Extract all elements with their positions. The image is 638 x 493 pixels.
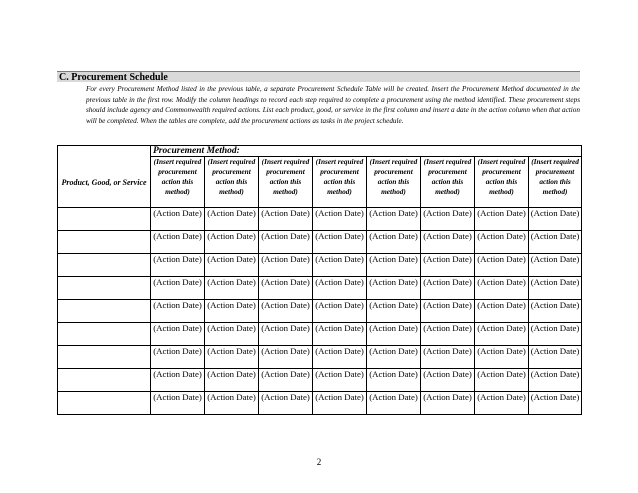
method-row	[58, 146, 582, 157]
action-date-cell[interactable]: (Action Date)	[421, 369, 475, 392]
table-row	[58, 254, 582, 277]
step-column-header[interactable]: (Insert required procurement action this method)	[151, 157, 205, 208]
action-date-cell[interactable]: (Action Date)	[151, 346, 205, 369]
action-date-cell[interactable]: (Action Date)	[205, 392, 259, 415]
section-heading: C. Procurement Schedule	[57, 71, 580, 82]
action-date-cell[interactable]: (Action Date)	[259, 346, 313, 369]
action-date-cell[interactable]: (Action Date)	[313, 323, 367, 346]
action-date-cell[interactable]: (Action Date)	[313, 277, 367, 300]
action-date-cell[interactable]: (Action Date)	[313, 208, 367, 231]
step-column-header[interactable]: (Insert required procurement action this method)	[529, 157, 582, 208]
action-date-cell[interactable]: (Action Date)	[259, 300, 313, 323]
action-date-cell[interactable]: (Action Date)	[205, 208, 259, 231]
product-column-header: Product, Good, or Service	[58, 146, 151, 208]
action-date-cell[interactable]: (Action Date)	[367, 300, 421, 323]
action-date-cell[interactable]: (Action Date)	[259, 231, 313, 254]
product-cell[interactable]	[58, 392, 151, 415]
procurement-schedule-table	[57, 145, 582, 415]
action-date-cell[interactable]: (Action Date)	[529, 323, 582, 346]
section-intro: For every Procurement Method listed in the previous table, a separate Procurement Schedule Table will be created. Insert the Procurement Method documented in the previous table in the first row. Modify the column headings to record each step required to complete a procurement using the method identified. These procurement steps should include agency and Commonwealth required actions. List each product, good, or service in the first column and insert a date in the action column when that action will be completed. When the tables are complete, add the procurement actions as tasks in the project schedule.	[86, 85, 580, 125]
action-date-cell[interactable]: (Action Date)	[151, 231, 205, 254]
action-date-cell[interactable]: (Action Date)	[475, 254, 529, 277]
action-date-cell[interactable]: (Action Date)	[151, 254, 205, 277]
action-date-cell[interactable]: (Action Date)	[475, 231, 529, 254]
action-date-cell[interactable]: (Action Date)	[313, 254, 367, 277]
action-date-cell[interactable]: (Action Date)	[259, 369, 313, 392]
action-date-cell[interactable]: (Action Date)	[367, 231, 421, 254]
product-cell[interactable]	[58, 231, 151, 254]
step-column-header[interactable]: (Insert required procurement action this method)	[205, 157, 259, 208]
action-date-cell[interactable]: (Action Date)	[367, 208, 421, 231]
action-date-cell[interactable]: (Action Date)	[421, 231, 475, 254]
action-date-cell[interactable]: (Action Date)	[367, 254, 421, 277]
action-date-cell[interactable]: (Action Date)	[313, 369, 367, 392]
action-date-cell[interactable]: (Action Date)	[151, 323, 205, 346]
action-date-cell[interactable]: (Action Date)	[151, 369, 205, 392]
action-date-cell[interactable]: (Action Date)	[529, 231, 582, 254]
action-date-cell[interactable]: (Action Date)	[205, 231, 259, 254]
table-row	[58, 392, 582, 415]
action-date-cell[interactable]: (Action Date)	[475, 300, 529, 323]
action-date-cell[interactable]: (Action Date)	[529, 346, 582, 369]
action-date-cell[interactable]: (Action Date)	[529, 369, 582, 392]
action-date-cell[interactable]: (Action Date)	[205, 300, 259, 323]
action-date-cell[interactable]: (Action Date)	[421, 300, 475, 323]
action-date-cell[interactable]: (Action Date)	[421, 208, 475, 231]
action-date-cell[interactable]: (Action Date)	[259, 392, 313, 415]
table-row	[58, 300, 582, 323]
action-date-cell[interactable]: (Action Date)	[529, 300, 582, 323]
product-cell[interactable]	[58, 208, 151, 231]
action-date-cell[interactable]: (Action Date)	[475, 369, 529, 392]
action-date-cell[interactable]: (Action Date)	[421, 323, 475, 346]
action-date-cell[interactable]: (Action Date)	[367, 392, 421, 415]
action-date-cell[interactable]: (Action Date)	[367, 323, 421, 346]
table-row	[58, 208, 582, 231]
action-date-cell[interactable]: (Action Date)	[313, 392, 367, 415]
action-date-cell[interactable]: (Action Date)	[151, 392, 205, 415]
table-row	[58, 323, 582, 346]
action-date-cell[interactable]: (Action Date)	[313, 231, 367, 254]
action-date-cell[interactable]: (Action Date)	[367, 369, 421, 392]
product-cell[interactable]	[58, 323, 151, 346]
action-date-cell[interactable]: (Action Date)	[529, 392, 582, 415]
action-date-cell[interactable]: (Action Date)	[259, 208, 313, 231]
action-date-cell[interactable]: (Action Date)	[205, 254, 259, 277]
action-date-cell[interactable]: (Action Date)	[529, 254, 582, 277]
step-column-header[interactable]: (Insert required procurement action this method)	[313, 157, 367, 208]
table-row	[58, 231, 582, 254]
action-date-cell[interactable]: (Action Date)	[313, 300, 367, 323]
action-date-cell[interactable]: (Action Date)	[259, 254, 313, 277]
product-cell[interactable]	[58, 300, 151, 323]
action-date-cell[interactable]: (Action Date)	[205, 323, 259, 346]
action-date-cell[interactable]: (Action Date)	[259, 277, 313, 300]
table-row	[58, 277, 582, 300]
step-column-header[interactable]: (Insert required procurement action this method)	[475, 157, 529, 208]
action-date-cell[interactable]: (Action Date)	[421, 254, 475, 277]
action-date-cell[interactable]: (Action Date)	[205, 369, 259, 392]
action-date-cell[interactable]: (Action Date)	[421, 346, 475, 369]
step-column-header[interactable]: (Insert required procurement action this method)	[367, 157, 421, 208]
action-date-cell[interactable]: (Action Date)	[151, 208, 205, 231]
action-date-cell[interactable]: (Action Date)	[259, 323, 313, 346]
action-date-cell[interactable]: (Action Date)	[151, 277, 205, 300]
action-date-cell[interactable]: (Action Date)	[475, 392, 529, 415]
table-row	[58, 369, 582, 392]
procurement-method-label[interactable]: Procurement Method:	[151, 146, 582, 157]
action-date-cell[interactable]: (Action Date)	[529, 208, 582, 231]
action-date-cell[interactable]: (Action Date)	[475, 323, 529, 346]
table-row	[58, 346, 582, 369]
action-date-cell[interactable]: (Action Date)	[475, 208, 529, 231]
step-column-header[interactable]: (Insert required procurement action this method)	[259, 157, 313, 208]
action-date-cell[interactable]: (Action Date)	[421, 392, 475, 415]
action-date-cell[interactable]: (Action Date)	[367, 277, 421, 300]
action-date-cell[interactable]: (Action Date)	[421, 277, 475, 300]
action-date-cell[interactable]: (Action Date)	[529, 277, 582, 300]
product-cell[interactable]	[58, 369, 151, 392]
action-date-cell[interactable]: (Action Date)	[151, 300, 205, 323]
action-date-cell[interactable]: (Action Date)	[475, 277, 529, 300]
action-date-cell[interactable]: (Action Date)	[475, 346, 529, 369]
action-date-cell[interactable]: (Action Date)	[205, 346, 259, 369]
page-number: 2	[316, 457, 322, 467]
action-date-cell[interactable]: (Action Date)	[205, 277, 259, 300]
step-column-header[interactable]: (Insert required procurement action this method)	[421, 157, 475, 208]
product-cell[interactable]	[58, 346, 151, 369]
action-date-cell[interactable]: (Action Date)	[367, 346, 421, 369]
action-date-cell[interactable]: (Action Date)	[313, 346, 367, 369]
product-cell[interactable]	[58, 277, 151, 300]
product-cell[interactable]	[58, 254, 151, 277]
